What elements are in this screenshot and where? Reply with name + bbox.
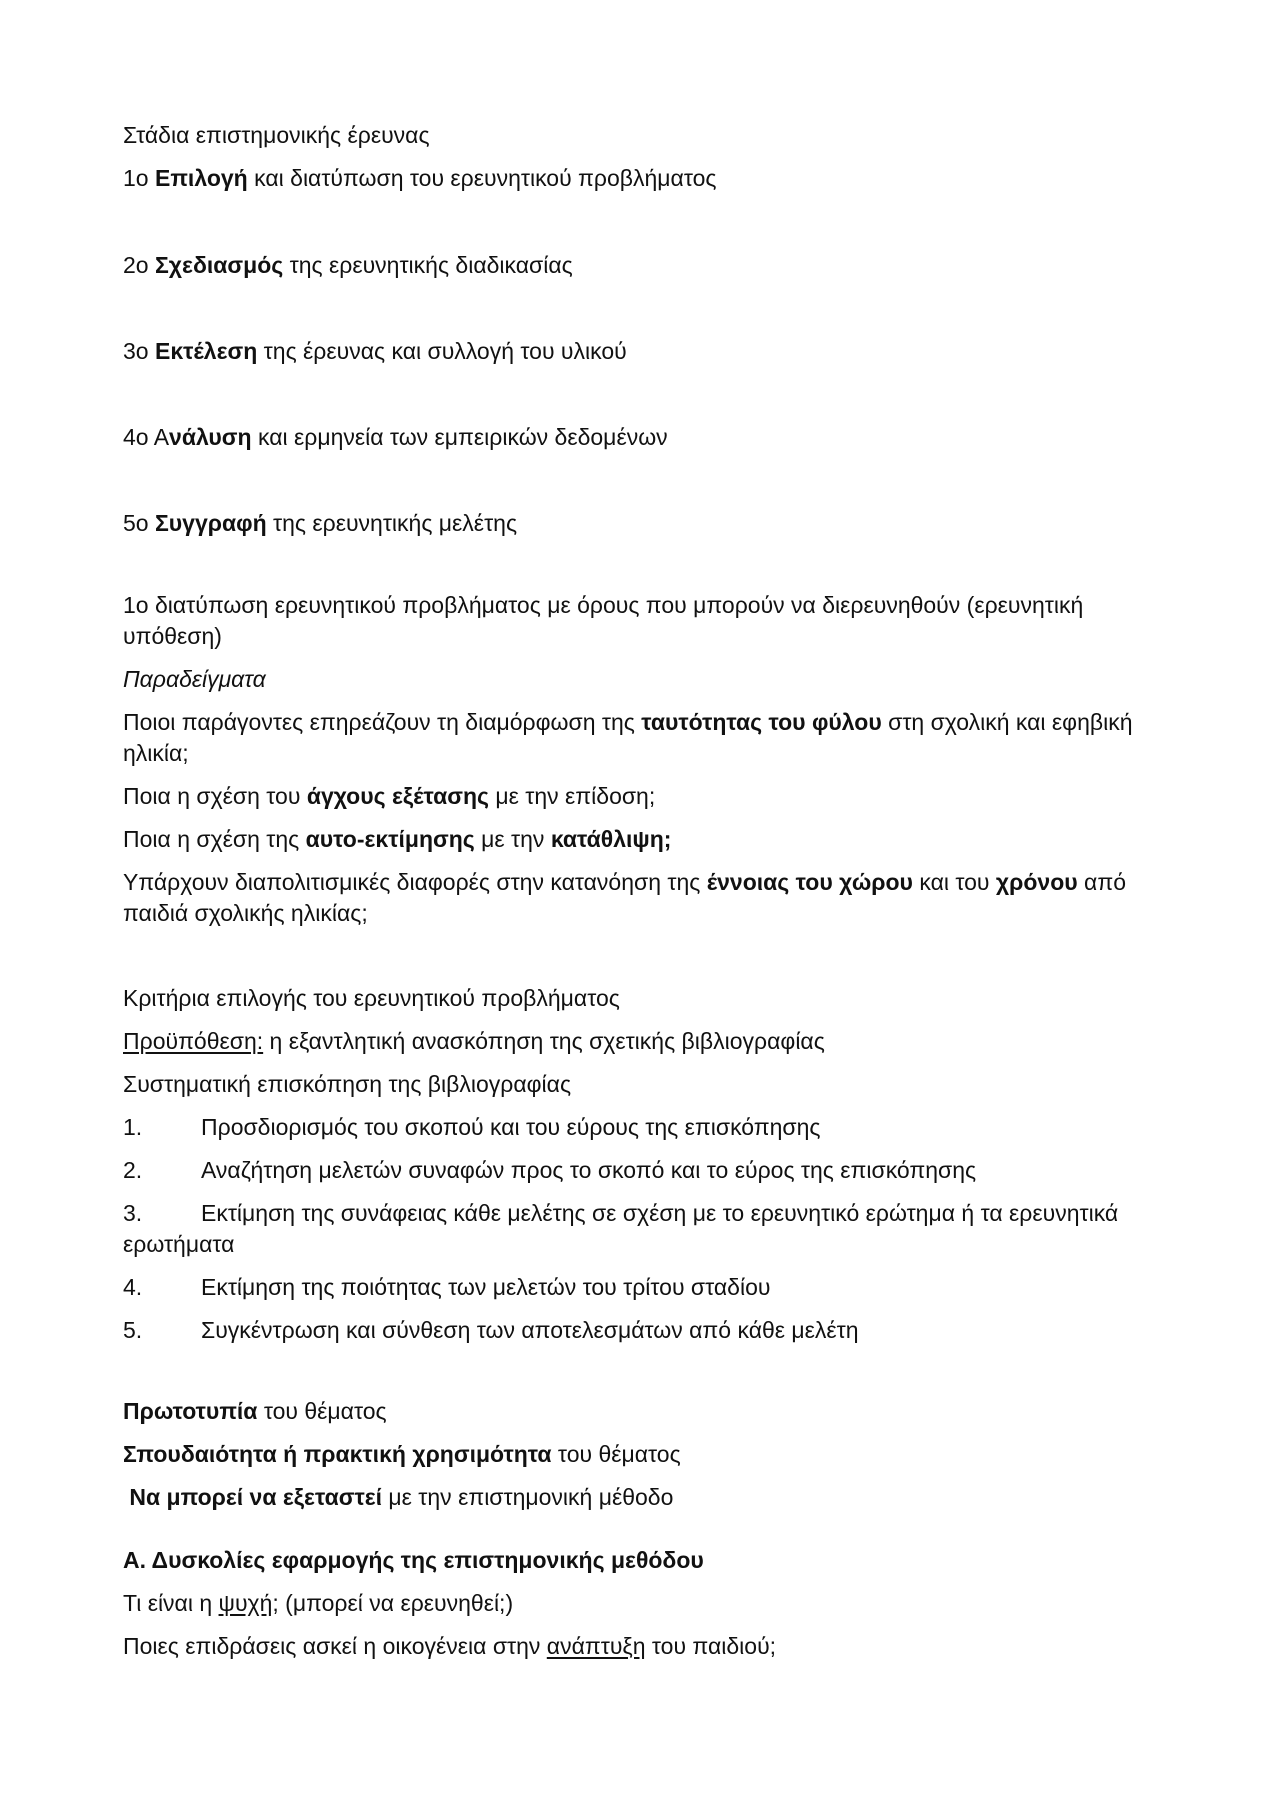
section-a-heading: Α. Δυσκολίες εφαρμογής της επιστημονικής μεθόδου [123,1547,704,1573]
stage-4: 4ο Ανάλυση και ερμηνεία των εμπειρικών δεδομένων [123,424,668,450]
review-step: 1. Προσδιορισμός του σκοπού και του εύρους της επισκόπησης [123,1114,821,1140]
review-step: 4. Εκτίμηση της ποιότητας των μελετών του τρίτου σταδίου [123,1274,771,1300]
stage-2: 2ο Σχεδιασμός της ερευνητικής διαδικασίας [123,252,573,278]
stage-3: 3ο Εκτέλεση της έρευνας και συλλογή του υλικού [123,338,627,364]
criterion-originality: Πρωτοτυπία του θέματος [123,1398,387,1424]
criterion-testability: Να μπορεί να εξεταστεί με την επιστημονική μέθοδο [123,1484,674,1510]
stage-5: 5ο Συγγραφή της ερευνητικής μελέτης [123,510,518,536]
review-step: 5. Συγκέντρωση και σύνθεση των αποτελεσμάτων από κάθε μελέτη [123,1317,859,1343]
example-1: Ποιοι παράγοντες επηρεάζουν τη διαμόρφωση της ταυτότητας του φύλου στη σχολική και εφηβική ηλικία; [123,709,1133,766]
document-page [123,120,1183,1662]
example-3: Ποια η σχέση της αυτο-εκτίμησης με την κατάθλιψη; [123,826,672,852]
question-2: Ποιες επιδράσεις ασκεί η οικογένεια στην ανάπτυξη του παιδιού; [123,1633,777,1659]
examples-label: Παραδείγματα [123,666,266,692]
prerequisite-line: Προϋπόθεση: η εξαντλητική ανασκόπηση της σχετικής βιβλιογραφίας [123,1028,825,1054]
formulation-paragraph: 1ο διατύπωση ερευνητικού προβλήματος με όρους που μπορούν να διερευνηθούν (ερευνητική υπόθεση) [123,592,1084,649]
review-title: Συστηματική επισκόπηση της βιβλιογραφίας [123,1071,572,1097]
criteria-title: Κριτήρια επιλογής του ερευνητικού προβλήματος [123,985,620,1011]
prerequisite-label: Προϋπόθεση: [123,1028,264,1054]
criterion-importance: Σπουδαιότητα ή πρακτική χρησιμότητα του θέματος [123,1441,681,1467]
question-1: Τι είναι η ψυχή; (μπορεί να ερευνηθεί;) [123,1590,514,1616]
review-step: 3. Εκτίμηση της συνάφειας κάθε μελέτης σε σχέση με το ερευνητικό ερώτημα ή τα ερευνητικά ερωτήματα [123,1200,1119,1257]
document-title: Στάδια επιστημονικής έρευνας [123,122,430,148]
example-4: Υπάρχουν διαπολιτισμικές διαφορές στην κατανόηση της έννοιας του χώρου και του χρόνου από παιδιά σχολικής ηλικίας; [123,869,1126,926]
review-step: 2. Αναζήτηση μελετών συναφών προς το σκοπό και το εύρος της επισκόπησης [123,1157,977,1183]
stage-1: 1ο Επιλογή και διατύπωση του ερευνητικού προβλήματος [123,165,717,191]
example-2: Ποια η σχέση του άγχους εξέτασης με την επίδοση; [123,783,656,809]
